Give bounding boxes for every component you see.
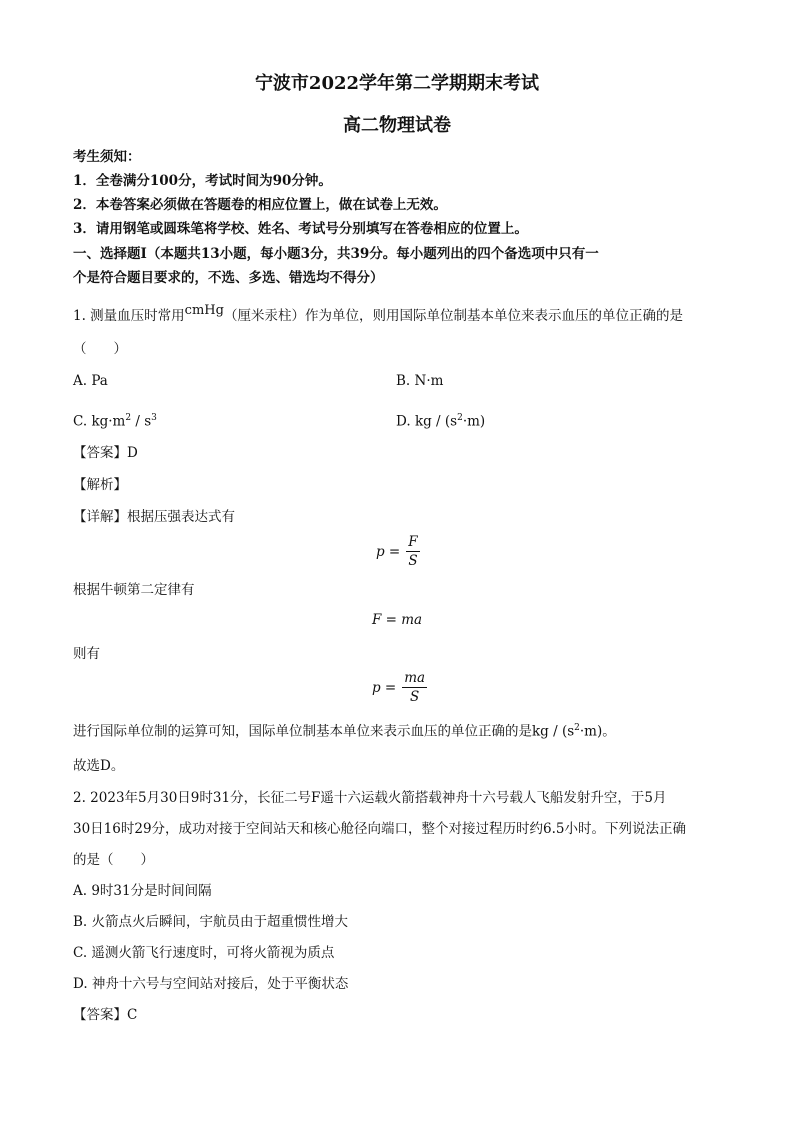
q1-choose: 故选D。 [73, 758, 125, 774]
question-1-stem-cont: （ ） [73, 341, 127, 357]
q1-option-d-expr: kg / (s [414, 413, 458, 430]
question-2-stem: 2. 2023年5月30日9时31分，长征二号F遥十六运载火箭搭载神舟十六号载人飞船发射升空，于5月 [73, 790, 667, 806]
q2-option-a: A. 9时31分是时间间隔 [73, 883, 212, 899]
eq1-lhs: p = [376, 543, 401, 560]
q1-conclusion-text: 进行国际单位制的运算可知，国际单位制基本单位来表示血压的单位正确的是 [73, 723, 532, 740]
q1-option-d [396, 409, 485, 431]
q2-answer: 【答案】C [73, 1007, 138, 1023]
q1-analysis-label: 【解析】 [73, 477, 127, 493]
q1-stem-before: 1. 测量血压时常用 [73, 308, 185, 324]
q1-option-c-exp2: 3 [151, 413, 157, 423]
q2-option-b: B. 火箭点火后瞬间，宇航员由于超重惯性增大 [73, 914, 349, 930]
notice-item: 2．本卷答案必须做在答题卷的相应位置上，做在试卷上无效。 [73, 197, 447, 213]
section-heading: 一、选择题Ⅰ（本题共13小题，每小题3分，共39分。每小题列出的四个备选项中只有一 [73, 246, 599, 262]
question-2-stem-end: 的是（ ） [73, 852, 154, 868]
equation-newton: F = ma [372, 612, 423, 628]
q1-option-c-exp1: 2 [125, 413, 132, 423]
q1-detail: 【详解】根据压强表达式有 [73, 509, 235, 525]
q1-conclusion-exp: 2 [574, 723, 580, 733]
q1-option-c-label: C. [73, 413, 92, 430]
q1-answer: 【答案】D [73, 445, 138, 461]
q1-unit: cmHg [184, 303, 224, 318]
q1-option-c-mid: / s [131, 413, 152, 430]
q1-text-then: 则有 [73, 646, 100, 662]
equation-pressure-ma [372, 670, 427, 705]
q1-option-c [73, 409, 157, 431]
exam-title: 宁波市2022学年第二学期期末考试 [254, 73, 540, 94]
eq1-numerator: F [408, 534, 418, 550]
eq3-numerator: ma [404, 670, 426, 686]
q1-stem-after: （厘米汞柱）作为单位，则用国际单位制基本单位来表示血压的单位正确的是 [223, 308, 683, 324]
exam-subtitle: 高二物理试卷 [343, 115, 451, 136]
q1-conclusion-end: 。 [602, 723, 616, 740]
question-1-stem [73, 303, 683, 326]
q1-conclusion-unit: kg / (s [532, 723, 575, 740]
q1-option-b: B. N·m [396, 373, 444, 389]
q2-option-c: C. 遥测火箭飞行速度时，可将火箭视为质点 [73, 945, 335, 961]
eq3-lhs: p = [372, 679, 397, 696]
question-2-stem-cont: 30日16时29分，成功对接于空间站天和核心舱径向端口，整个对接过程历时约6.5小时。下列说法正确 [73, 821, 687, 837]
q1-option-d-exp: 2 [457, 413, 463, 423]
q2-option-d: D. 神舟十六号与空间站对接后，处于平衡状态 [73, 976, 349, 992]
q1-option-a: A. Pa [73, 373, 108, 389]
q1-conclusion-unit-end: ·m) [579, 723, 603, 740]
section-heading-cont: 个是符合题目要求的，不选、多选、错选均不得分） [73, 270, 384, 286]
q1-option-c-expr: kg·m [91, 413, 126, 430]
q1-option-d-expr-end: ·m) [462, 413, 486, 430]
eq1-denominator: S [408, 553, 418, 569]
notice-item: 3．请用钢笔或圆珠笔将学校、姓名、考试号分别填写在答卷相应的位置上。 [73, 221, 528, 237]
eq3-denominator: S [410, 689, 420, 705]
equation-pressure [376, 534, 420, 569]
q1-conclusion [73, 719, 616, 741]
notice-heading: 考生须知： [73, 149, 141, 165]
q1-text-newton: 根据牛顿第二定律有 [73, 582, 195, 598]
q1-option-d-label: D. [396, 413, 415, 430]
notice-item: 1．全卷满分100分，考试时间为90分钟。 [73, 173, 332, 189]
